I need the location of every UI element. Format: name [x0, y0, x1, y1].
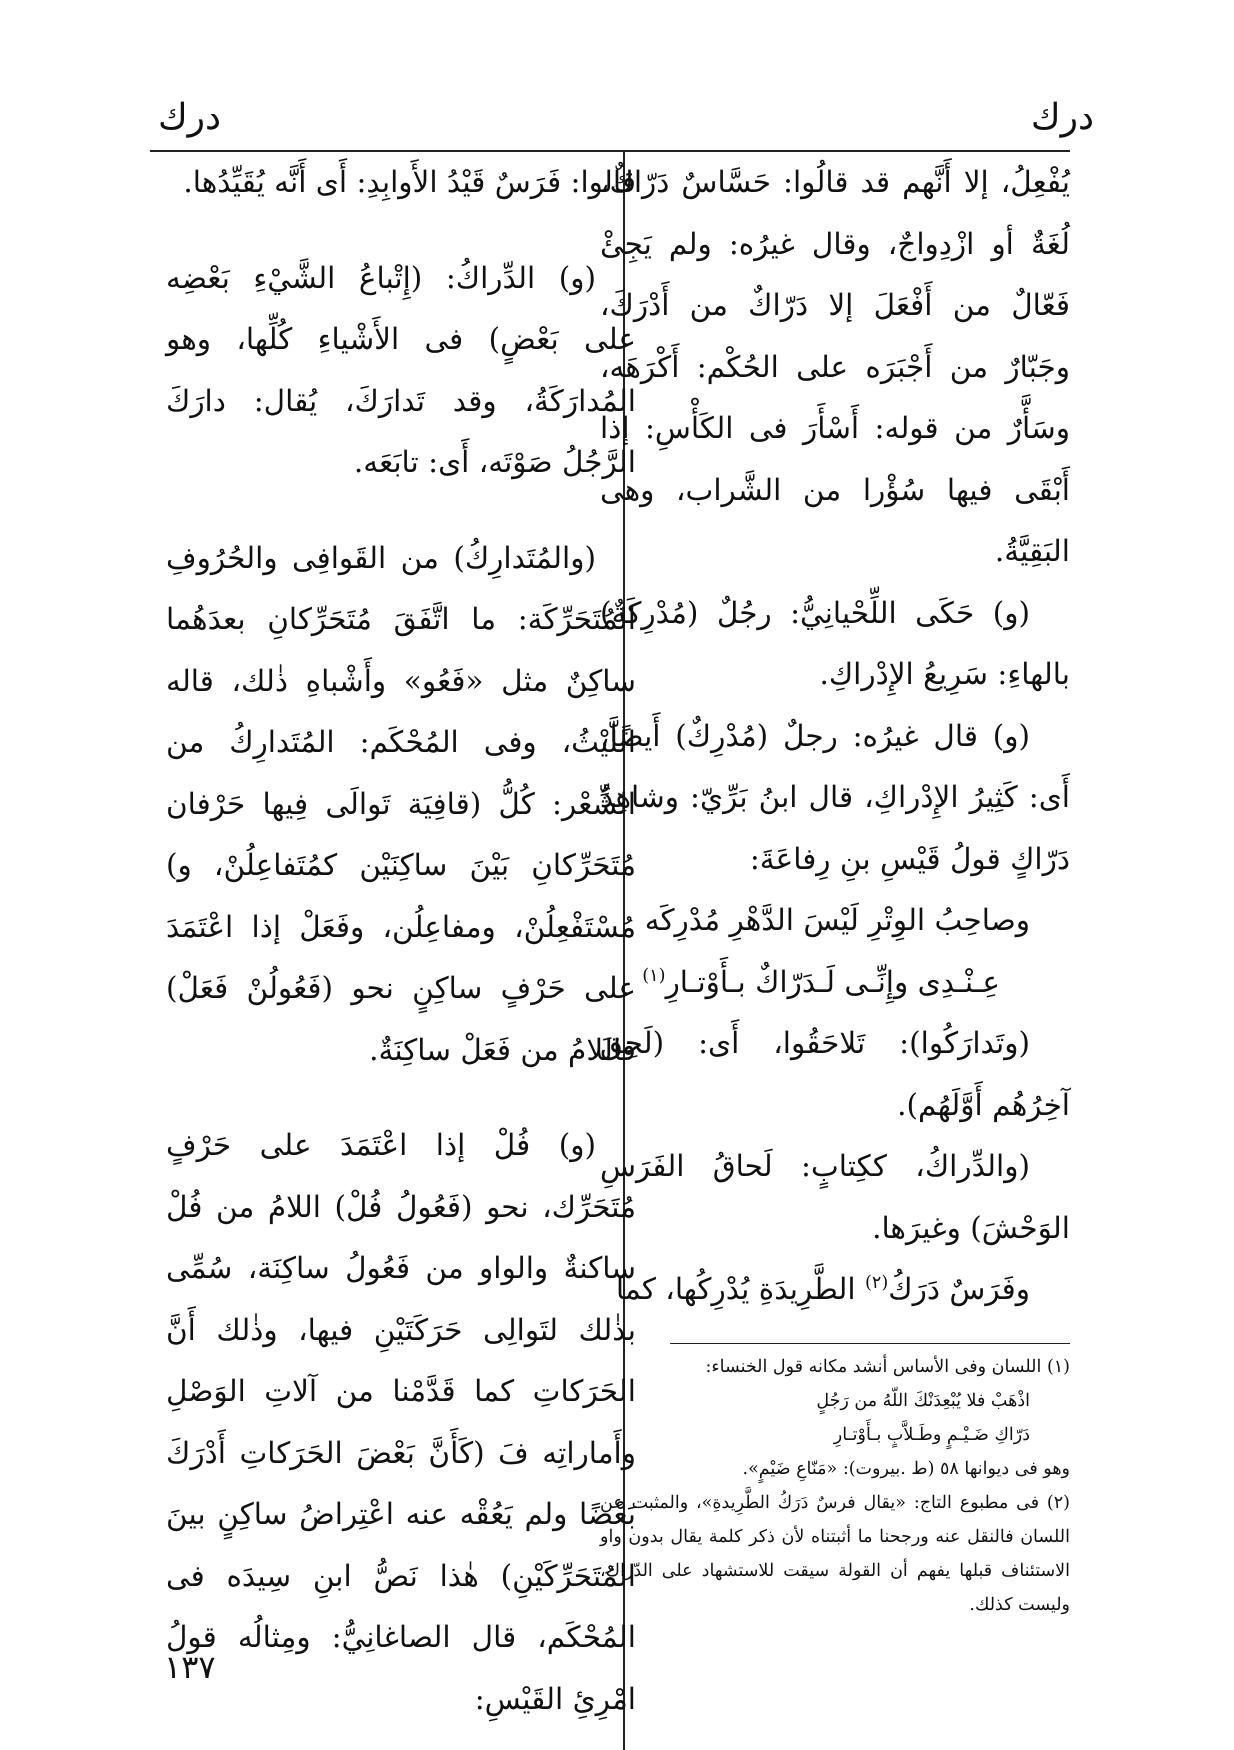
left-column — [166, 152, 636, 1730]
paragraph-gap — [166, 494, 636, 528]
footnote-verse: دَرّاكِ ضَـيْـمٍ وطَـلاَّبٍ بـأَوْتـارِ — [833, 1424, 1030, 1445]
paragraph: (والمُتَدارِكُ) من القَوافِى والحُرُوفِ المُتَحَرِّكَة: ما اتَّفَقَ مُتَحَرِّكانِ بعدَهُما ساكِنٌ مثل «فَعُو» وأَشْباهِ ذٰلك، قاله اللَّيْثُ، وفى المُحْكَم: المُتَدارِكُ من الشِّعْر: كُلُّ (قافِيَة تَوالَى فِيها حَرْفان مُتَحَرِّكانِ بَيْنَ ساكِنَيْن كمُتَفاعِلُنْ، و) مُسْتَفْعِلُنْ، ومفاعِلُن، وفَعَلْ إذا اعْتَمَدَ على حَرْفٍ ساكِنٍ نحو (فَعُولُنْ فَعَلْ) فاللامُ من فَعَلْ ساكِنَةٌ. — [166, 540, 636, 1067]
paragraph: (و) الدِّراكُ: (إِتْباعُ الشَّيْءِ بَعْضِه على بَعْضٍ) فى الأَشْياءِ كُلِّها، وهو المُدارَكَةُ، وقد تَدارَكَ، يُقال: دارَكَ الرَّجُلُ صَوْتَه، أَى: تابَعَه. — [166, 260, 636, 479]
paragraph — [600, 1259, 1070, 1321]
verse-line — [600, 952, 1070, 1014]
paragraph: قالوا: فَرَسٌ قَيْدُ الأَوابِدِ: أَى أَنَّه يُقَيِّدُها. — [183, 165, 636, 199]
footnote-marker: (١) — [642, 965, 666, 986]
running-header-right: درك — [1030, 97, 1094, 138]
paragraph: (و) قال غيرُه: رجلٌ (مُدْرِكٌ) أَيضًا، أَى: كَثِيرُ الإِدْراكِ، قال ابنُ بَرِّيّ: وشاهِدُ دَرّاكٍ قولُ قَيْسِ بنِ رِفاعَةَ: — [600, 718, 1070, 876]
footnote: (١) اللسان وفى الأساس أنشد مكانه قول الخنساء: — [705, 1356, 1070, 1377]
page-number: ١٣٧ — [164, 1648, 216, 1686]
verse-text: عِـنْـدِى وإِنِّـى لَـدَرّاكٌ بـأَوْتـارِ — [665, 964, 1000, 999]
paragraph-gap — [166, 1081, 636, 1115]
footnote-marker: (٢) — [864, 1273, 889, 1294]
paragraph: (و) حَكَى اللِّحْيانِيُّ: رجُلٌ (مُدْرِكَةٌ) بالهاءِ: سَرِيعُ الإِدْراكِ. — [600, 595, 1070, 691]
paragraph: يُفْعِلُ، إلا أَنَّهم قد قالُوا: حَسَّاسٌ دَرّاكٌ، لُغَةٌ أو ازْدِواجٌ، وقال غيرُه: ولم يَجِئْ فَعّالٌ من أَفْعَلَ إلا دَرّاكٌ من أَدْرَكَ، وجَبّارٌ من أَجْبَرَه على الحُكْم: أَكْرَهَه، وسَأَّرٌ من قوله: أَسْأَرَ فى الكَأْسِ: إذا أَبْقَى فيها سُؤْرا من الشَّراب، وهى البَقِيَّةُ. — [600, 165, 1070, 568]
right-column — [600, 152, 1070, 1622]
running-header-left: درك — [158, 97, 222, 138]
footnote-rule — [670, 1343, 1070, 1344]
footnote-verse: اذْهَبْ فلا يُبْعِدَنْكَ اللّهُ من رَجُلٍ — [816, 1390, 1030, 1411]
paragraph: (والدِّراكُ، ككِتابٍ: لَحاقُ الفَرَسِ الوَحْشَ) وغيرَها. — [600, 1149, 1070, 1245]
verse-line: وصاحِبُ الوِتْرِ لَيْسَ الدَّهْرِ مُدْرِكَه — [644, 903, 1030, 937]
paragraph: (و) فُلْ إذا اعْتَمَدَ على حَرْفٍ مُتَحَرِّك، نحو (فَعُولُ فُلْ) اللامُ من فُلْ ساكنةٌ والواو من فَعُولُ ساكِنَة، سُمِّى بذٰلك لتَوالِى حَرَكَتَيْنِ فيها، وذٰلك أَنَّ الحَرَكاتِ كما قَدَّمْنا من آلاتِ الوَصْلِ وأَماراتِه فَ (كَأَنَّ بَعْضَ الحَرَكاتِ أَدْرَكَ بَعْضًا ولم يَعُقْه عنه اعْتِراضُ ساكِنٍ بينَ المُتَحَرِّكَيْنِ) هٰذا نَصُّ ابنِ سِيدَه فى المُحْكَم، قال الصاغانِيُّ: ومِثالُه قولُ امْرِئِ القَيْسِ: — [166, 1128, 636, 1716]
footnote: (٢) فى مطبوع التاج: «يقال فرسٌ دَرَكُ الطَّرِيدةِ»، والمثبت عن اللسان فالنقل عنه ورجحنا ما أثبتناه لأن ذكر كلمة يقال بدون واو الاستئناف قبلها يفهم أن القولة سيقت للاستشهاد على الدّراك، وليست كذلك. — [600, 1492, 1070, 1615]
paragraph-gap — [166, 214, 636, 248]
paragraph-text: وفَرَسٌ دَرَكُ — [888, 1272, 1030, 1306]
paragraph-text: الطَّرِيدَةِ يُدْرِكُها، كما — [615, 1272, 865, 1306]
footnote: وهو فى ديوانها ٥٨ (ط .بيروت): «مَنّاعِ ضَيْمٍ». — [742, 1458, 1070, 1479]
paragraph: (وتَدارَكُوا): تَلاحَقُوا، أَى: (لَحِقَ آخِرُهُم أَوَّلَهُم). — [600, 1026, 1070, 1122]
